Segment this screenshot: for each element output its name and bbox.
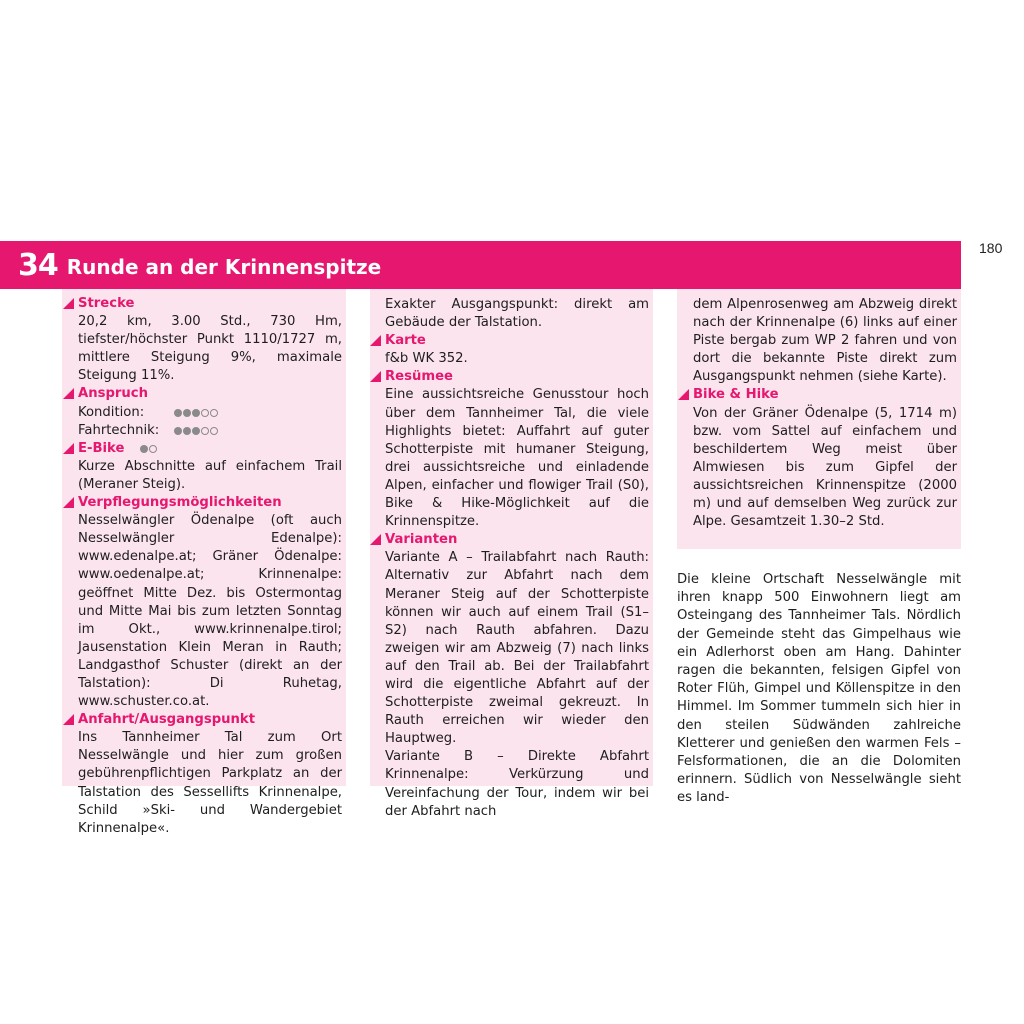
anspruch-heading: Anspruch [78,385,342,403]
intro-paragraph: Die kleine Ortschaft Nesselwängle mit ihren knapp 500 Einwohnern liegt am Osteingang des Tannheimer Tals. Nördlich der Gemeinde steht das Gimpelhaus wie ein Adlerhorst oben am Hang. Dahinter ragen die bekannten, felsigen Gipfel von Roter Flüh, Gimpel und Köllenspitze in den Himmel. Im Sommer tummeln sich hier in den steilen Südwänden zahlreiche Kletterer und genießen den warmen Fels – Felsformationen, die an die Dolomiten erinnern. Südlich von Nesselwängle sieht es land- [677,572,961,806]
variante-a-text: Variante A – Trailabfahrt nach Rauth: Alternativ zur Abfahrt nach dem Meraner Steig auf der Schotterpiste können wir auch auf einem Trail (S1–S2) nach Rauth abfahren. Dazu zweigen wir am Abzweig (7) nach links auf den Trail ab. Bei der Trailabfahrt wird die eigentliche Abfahrt auf der Schotterpiste zweimal gekreuzt. In Rauth erreichen wir wieder den Hauptweg. [385,550,649,747]
rating-dot-filled [140,445,148,453]
rating-dot-empty [210,427,218,435]
ebike-heading: E-Bike [78,440,124,458]
rating-dot-empty [149,445,157,453]
variante-b-text-continued: dem Alpenrosenweg am Abzweig direkt nach der Krinnenalpe (6) links auf einer Piste bergab zum WP 2 fahren und von dort die bekannte Piste direkt zum Ausgangspunkt nehmen (siehe Karte). [693,297,957,385]
info-box-column-2 [370,289,653,819]
karte-text: f&b WK 352. [385,351,468,367]
karte-heading: Karte [385,332,649,350]
rating-dot-filled [174,409,182,417]
verpflegung-heading: Verpflegungsmöglichkeiten [78,494,342,512]
tour-number: 34 [18,247,58,283]
rating-dot-filled [192,409,200,417]
kondition-label: Kondition: [78,404,145,420]
tour-title-bar [0,241,961,289]
variante-b-text: Variante B – Direkte Abfahrt Krinnenalpe: Verkürzung und Vereinfachung der Tour, indem wir bei der Abfahrt nach [385,749,649,819]
anfahrt-heading: Anfahrt/Ausgangspunkt [78,711,342,729]
kondition-rating-dots [174,409,218,417]
anfahrt-text-continued: Exakter Ausgangspunkt: direkt am Gebäude der Talstation. [385,297,649,331]
strecke-text: 20,2 km, 3.00 Std., 730 Hm, tiefster/höchster Punkt 1110/1727 m, mittlere Steigung 9%, maximale Steigung 11%. [78,314,342,384]
rating-dot-filled [174,427,182,435]
ebike-text: Kurze Abschnitte auf einfachem Trail (Meraner Steig). [78,458,342,492]
info-box-column-1 [62,289,346,836]
rating-dot-filled [183,427,191,435]
resumee-text: Eine aussichtsreiche Genusstour hoch über dem Tannheimer Tal, die viele Highlights bietet: Auffahrt auf guter Schotterpiste mit humaner Steigung, drei aussichtsreiche und einladende Alpen, einfacher und flowiger Trail (S0), Bike & Hike-Möglichkeit auf die Krinnenspitze. [385,387,649,530]
strecke-heading: Strecke [78,295,342,313]
rating-dot-empty [210,409,218,417]
resumee-heading: Resümee [385,368,649,386]
fahrtechnik-rating-dots [174,427,218,435]
page-number: 180 [979,240,1003,256]
tour-title: Runde an der Krinnenspitze [66,255,382,279]
bike-hike-heading: Bike & Hike [693,386,957,404]
ebike-rating-dots [140,445,157,453]
rating-dot-filled [183,409,191,417]
anfahrt-text: Ins Tannheimer Tal zum Ort Nesselwängle und hier zum großen gebührenpflichtigen Parkplatz an der Talstation des Sessellifts Krinnenalpe, Schild »Ski- und Wandergebiet Krinnenalpe«. [78,730,342,836]
info-box-column-3 [677,289,961,549]
varianten-heading: Varianten [385,531,649,549]
bike-hike-text: Von der Gräner Ödenalpe (5, 1714 m) bzw. vom Sattel auf einfachem und beschildertem Weg meist über Almwiesen bis zum Gipfel der aussichtsreichen Krinnenspitze (2000 m) und auf demselben Weg zurück zur Alpe. Gesamtzeit 1.30–2 Std. [693,405,957,530]
kondition-row [78,404,342,422]
fahrtechnik-row [78,422,342,440]
rating-dot-filled [192,427,200,435]
fahrtechnik-label: Fahrtechnik: [78,422,160,438]
rating-dot-empty [201,409,209,417]
rating-dot-empty [201,427,209,435]
verpflegung-text: Nesselwängler Ödenalpe (oft auch Nesselwängler Edenalpe): www.edenalpe.at; Gräner Ödenalpe: www.oedenalpe.at; Krinnenalpe: geöffnet Mitte Dez. bis Ostermontag und Mitte Mai bis zum letzten Sonntag im Okt., www.krinnenalpe.tirol; Jausenstation Klein Meran in Rauth; Landgasthof Schuster (direkt an der Talstation): Di Ruhetag, www.schuster.co.at. [78,513,342,710]
